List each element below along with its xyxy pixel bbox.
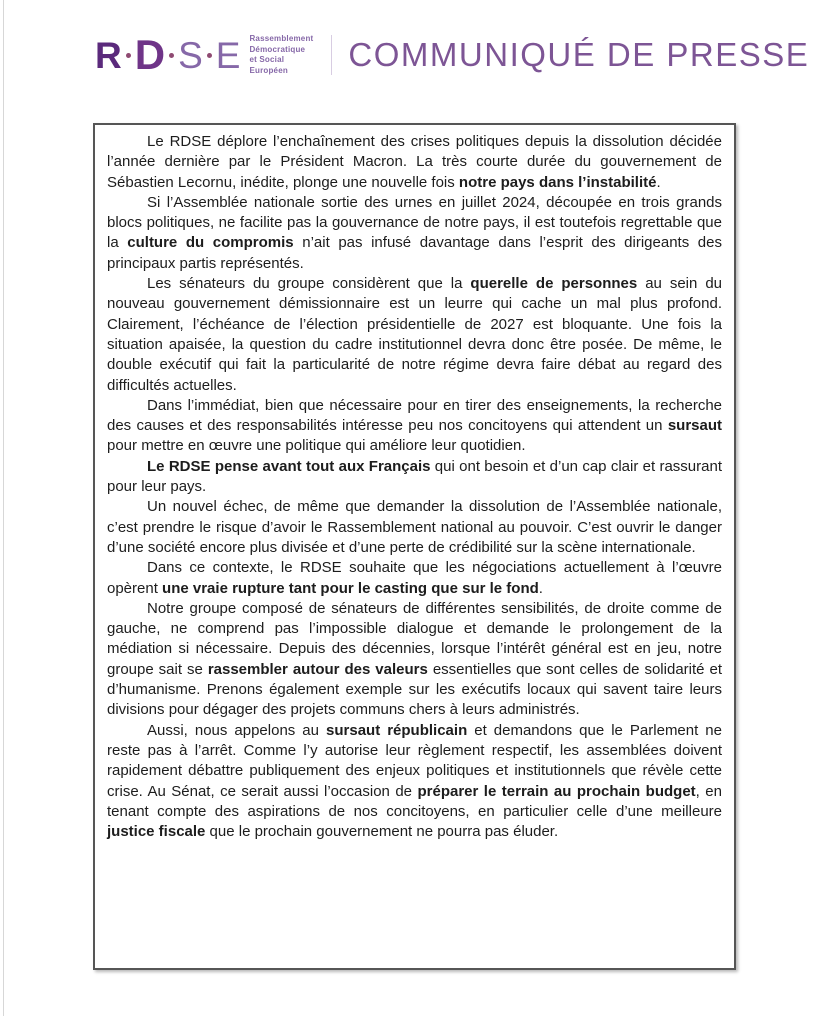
paragraph: Dans ce contexte, le RDSE souhaite que les négociations actuellement à l’œuvre opèrent une vraie rupture tant pour le casting que sur le fond. (107, 559, 722, 597)
logo-dot-icon (207, 53, 212, 58)
header (95, 31, 810, 78)
paragraph: Aussi, nous appelons au sursaut républicain et demandons que le Parlement ne reste pas à l’arrêt. Comme l’y autorise leur règlement respectif, les assemblées doivent rapidement débattre publiquement des enjeux politiques et institutionnels que révèle cette crise. Au Sénat, ce serait aussi l’occasion de préparer le terrain au prochain budget, en tenant compte des aspirations de nos concitoyens, en particulier celle d’une meilleure justice fiscale que le prochain gouvernement ne pourra pas éluder. (107, 721, 722, 841)
logo-dot-icon (169, 53, 174, 58)
logo-dot-icon (126, 53, 131, 58)
tagline-line: Démocratique (249, 44, 306, 54)
page-edge-line (3, 0, 4, 1016)
press-release-title: COMMUNIQUÉ DE PRESSE (348, 36, 810, 73)
header-separator (331, 35, 332, 75)
tagline-line: Rassemblement (249, 34, 314, 43)
paragraph: Un nouvel échec, de même que demander la dissolution de l’Assemblée nationale, c’est prendre le risque d’avoir le Rassemblement national au pouvoir. C’est ouvrir le danger d’une société encore plus divisée et d’une perte de crédibilité sur la scène internationale. (107, 498, 722, 556)
paragraph: Le RDSE déplore l’enchaînement des crises politiques depuis la dissolution décidée l’année dernière par le Président Macron. La très courte durée du gouvernement de Sébastien Lecornu, inédite, plonge une nouvelle fois notre pays dans l’instabilité. (107, 133, 722, 191)
logo-letter-d: D (134, 31, 166, 78)
logo-letter-r: R (95, 34, 122, 76)
tagline-line: et Social Européen (249, 55, 288, 75)
paragraph: Dans l’immédiat, bien que nécessaire pour en tirer des enseignements, la recherche des causes et des responsabilités intéresse peu nos concitoyens qui attendent un sursaut pour mettre en œuvre une politique qui améliore leur quotidien. (107, 396, 722, 455)
press-release-body (93, 123, 736, 970)
paragraph: Si l’Assemblée nationale sortie des urnes en juillet 2024, découpée en trois grands blocs politiques, ne facilite pas la gouvernance de notre pays, il est toutefois regrettable que la culture du compromis n’ait pas infusé davantage dans l’esprit des dirigeants des principaux partis représentés. (107, 193, 722, 272)
rdse-logo (95, 31, 314, 78)
paragraph: Le RDSE pense avant tout aux Français qui ont besoin et d’un cap clair et rassurant pour leur pays. (107, 457, 722, 496)
paragraph: Les sénateurs du groupe considèrent que la querelle de personnes au sein du nouveau gouvernement démissionnaire est un leurre qui cache un mal plus profond. Clairement, l’échéance de l’élection présidentielle de 2027 est bloquante. Une fois la situation apaisée, la question du cadre institutionnel devra donc être posée. De même, le double exécutif qui fait la particularité de notre régime devra faire débat au regard des difficultés actuelles. (107, 275, 722, 394)
rdse-logo-tagline (249, 34, 313, 76)
logo-letter-s: S (178, 34, 203, 76)
rdse-logo-letters (95, 31, 241, 78)
paragraph: Notre groupe composé de sénateurs de différentes sensibilités, de droite comme de gauche, ne comprend pas l’impossible dialogue et demande le prolongement de la médiation si nécessaire. Depuis des décennies, lorsque l’intérêt général est en jeu, notre groupe sait se rassembler autour des valeurs essentielles que sont celles de solidarité et d’humanisme. Prenons également exemple sur les exécutifs locaux qui savent taire leurs divisions pour dégager des projets communs chers à leurs administrés. (107, 599, 722, 719)
logo-letter-e: E (215, 34, 241, 76)
